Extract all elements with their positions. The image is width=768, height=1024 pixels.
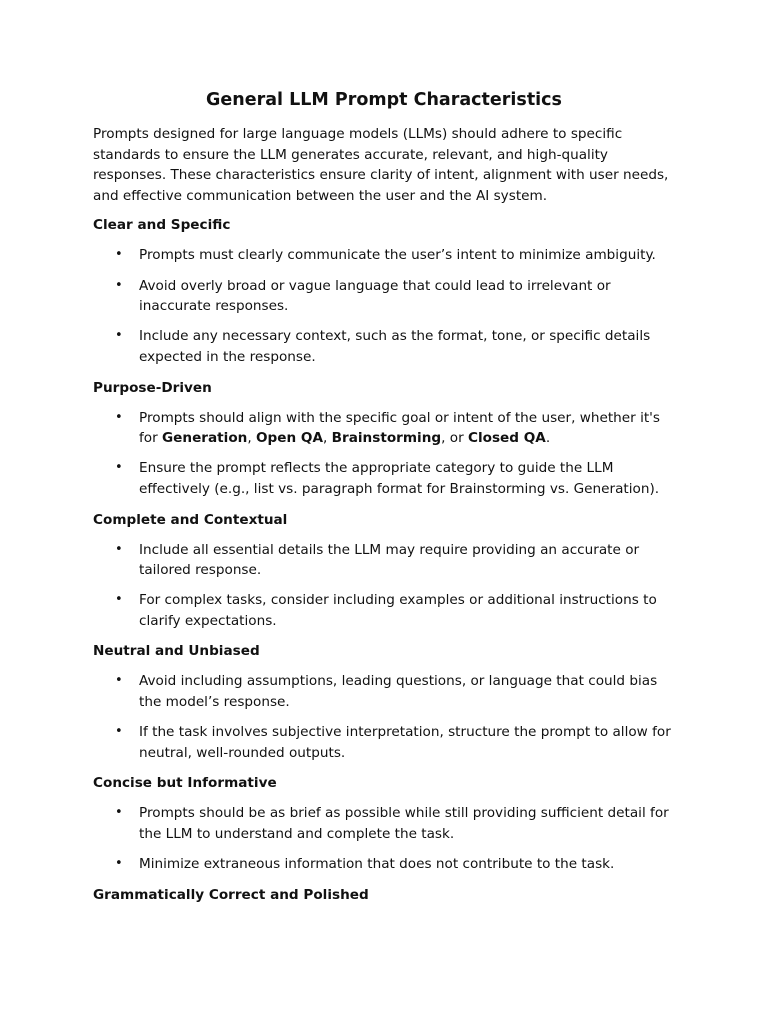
bullet-dot-icon: •	[115, 592, 123, 608]
section-heading: Clear and Specific	[93, 217, 231, 234]
list-item	[93, 276, 675, 317]
list-item-text: Minimize extraneous information that does not contribute to the task.	[139, 856, 615, 873]
list-item-text-lead: Prompts should align with the specific goal or intent of the user, whether it's for	[139, 409, 660, 447]
list-item	[93, 803, 675, 844]
bullet-list	[93, 803, 675, 874]
intro-paragraph: Prompts designed for large language models (LLMs) should adhere to specific standards to ensure the LLM generates accurate, relevant, and high-quality responses. These characteristics ensure clarity of intent, alignment with user needs, and effective communication between the user and the AI system.	[93, 126, 669, 204]
separator: ,	[323, 430, 332, 447]
list-item	[93, 671, 675, 712]
section-heading: Neutral and Unbiased	[93, 643, 260, 660]
category-generation: Generation	[162, 430, 248, 447]
section-grammatically-correct-and-polished	[93, 885, 675, 905]
bullet-list	[93, 408, 675, 500]
section-concise-but-informative	[93, 773, 675, 874]
list-item-text: For complex tasks, consider including examples or additional instructions to clarify expectations.	[139, 592, 657, 629]
list-item-text: Ensure the prompt reflects the appropriate category to guide the LLM effectively (e.g., list vs. paragraph format for Brainstorming vs. Generation).	[139, 460, 660, 497]
list-item	[93, 458, 675, 499]
list-item-text: Include any necessary context, such as the format, tone, or specific details expected in the response.	[139, 328, 651, 365]
bullet-dot-icon: •	[115, 328, 123, 344]
category-open-qa: Open QA	[256, 430, 323, 447]
bullet-dot-icon: •	[115, 409, 123, 425]
separator: , or	[441, 430, 468, 447]
list-item-text	[139, 410, 660, 447]
section-heading: Purpose-Driven	[93, 379, 212, 396]
section-purpose-driven	[93, 378, 675, 500]
document-title: General LLM Prompt Characteristics	[206, 90, 562, 110]
list-item-text: Prompts must clearly communicate the user’s intent to minimize ambiguity.	[139, 247, 656, 264]
section-neutral-and-unbiased	[93, 641, 675, 763]
list-item-text: Include all essential details the LLM may require providing an accurate or tailored response.	[139, 541, 640, 579]
list-item	[93, 245, 675, 266]
bullet-dot-icon: •	[115, 724, 123, 740]
section-heading: Concise but Informative	[93, 775, 277, 792]
bullet-list	[93, 671, 675, 763]
list-item-text: If the task involves subjective interpretation, structure the prompt to allow for neutral, well-rounded outputs.	[139, 724, 671, 761]
bullet-dot-icon: •	[115, 247, 123, 263]
bullet-dot-icon: •	[115, 805, 123, 821]
sentence-end: .	[545, 430, 551, 447]
list-item-text: Prompts should be as brief as possible while still providing sufficient detail for the LLM to understand and complete the task.	[139, 805, 669, 843]
list-item-text: Avoid overly broad or vague language that could lead to irrelevant or inaccurate responses.	[139, 277, 611, 315]
bullet-dot-icon: •	[115, 460, 123, 476]
list-item	[93, 590, 675, 631]
section-heading: Complete and Contextual	[93, 511, 288, 528]
section-clear-and-specific	[93, 215, 675, 367]
bullet-dot-icon: •	[115, 541, 123, 557]
section-complete-and-contextual	[93, 510, 675, 632]
list-item	[93, 408, 675, 449]
bullet-dot-icon: •	[115, 277, 123, 293]
list-item	[93, 326, 675, 367]
bullet-list	[93, 245, 675, 367]
category-brainstorming: Brainstorming	[331, 430, 442, 447]
list-item	[93, 540, 675, 581]
section-heading: Grammatically Correct and Polished	[93, 886, 369, 903]
bullet-dot-icon: •	[115, 673, 123, 689]
list-item	[93, 722, 675, 763]
bullet-dot-icon: •	[115, 856, 123, 872]
list-item-text: Avoid including assumptions, leading questions, or language that could bias the model’s response.	[139, 673, 658, 711]
separator: ,	[247, 430, 256, 447]
bullet-list	[93, 540, 675, 632]
category-closed-qa: Closed QA	[467, 430, 546, 447]
list-item	[93, 854, 675, 875]
